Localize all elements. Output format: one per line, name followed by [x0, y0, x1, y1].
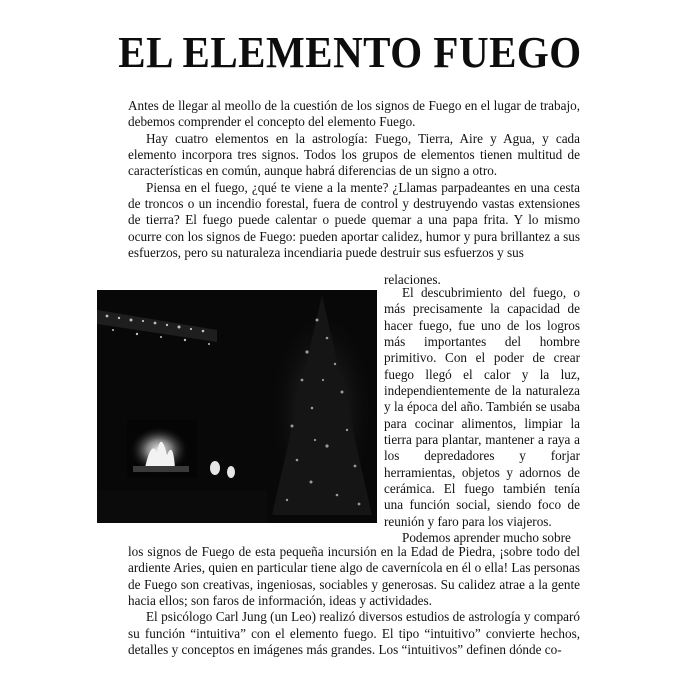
closing-text [128, 544, 580, 658]
paragraph-1: Antes de llegar al meollo de la cuestión de los signos de Fuego en el lugar de trabajo, debemos comprender el concepto del elemento Fuego. [128, 98, 580, 130]
page-title: EL ELEMENTO FUEGO [118, 27, 582, 77]
fireplace-image [97, 290, 377, 523]
intro-text [128, 98, 580, 261]
paragraph-3-end: relaciones. [384, 272, 441, 287]
paragraph-5-start: Podemos aprender mucho sobre [402, 530, 571, 546]
paragraph-4: El descubrimiento del fuego, o más precisamente la capacidad de hacer fuego, fue uno de los logros más importantes del hombre primitivo. Con el poder de crear fuego llegó el calor y la luz, independientemente de la naturaleza y la época del año. También se usaba para cocinar alimentos, limpiar la tierra para plantar, mantener a raya a los depredadores y forjar herramientas, objetos y adornos de cerámica. El fuego también tenía una función social, siendo foco de reunión y faro para los viajeros. [384, 285, 580, 529]
fireplace-photo [97, 290, 377, 523]
paragraph-2: Hay cuatro elementos en la astrología: Fuego, Tierra, Aire y Agua, y cada elemento incorpora tres signos. Todos los grupos de elementos tienen multitud de características en común, aunque habrá diferencias de un signo a otro. [128, 130, 580, 179]
side-column [384, 285, 580, 547]
paragraph-3: Piensa en el fuego, ¿qué te viene a la mente? ¿Llamas parpadeantes en una cesta de troncos o un incendio forestal, fuera de control y destruyendo vastas extensiones de tierra? El fuego puede calentar o puede quemar a una papa frita. Y lo mismo ocurre con los signos de Fuego: pueden aportar calidez, humor y pura brillantez a sus esfuerzos, pero su naturaleza incendiaria puede destruir sus esfuerzos y sus [128, 179, 580, 261]
paragraph-5-rest: los signos de Fuego de esta pequeña incursión en la Edad de Piedra, ¡sobre todo del ardiente Aries, quien en particular tiene algo de cavernícola en él o ella! Las personas de Fuego son creativas, ingeniosas, sociables y generosas. Su calidez atrae a la gente hacia ellos; son faros de información, ideas y actividades. [128, 544, 580, 609]
paragraph-6: El psicólogo Carl Jung (un Leo) realizó diversos estudios de astrología y comparó su función “intuitiva” con el elemento fuego. El tipo “intuitivo” convierte hechos, detalles y conceptos en imágenes más grandes. Los “intuitivos” definen dónde co- [128, 609, 580, 658]
